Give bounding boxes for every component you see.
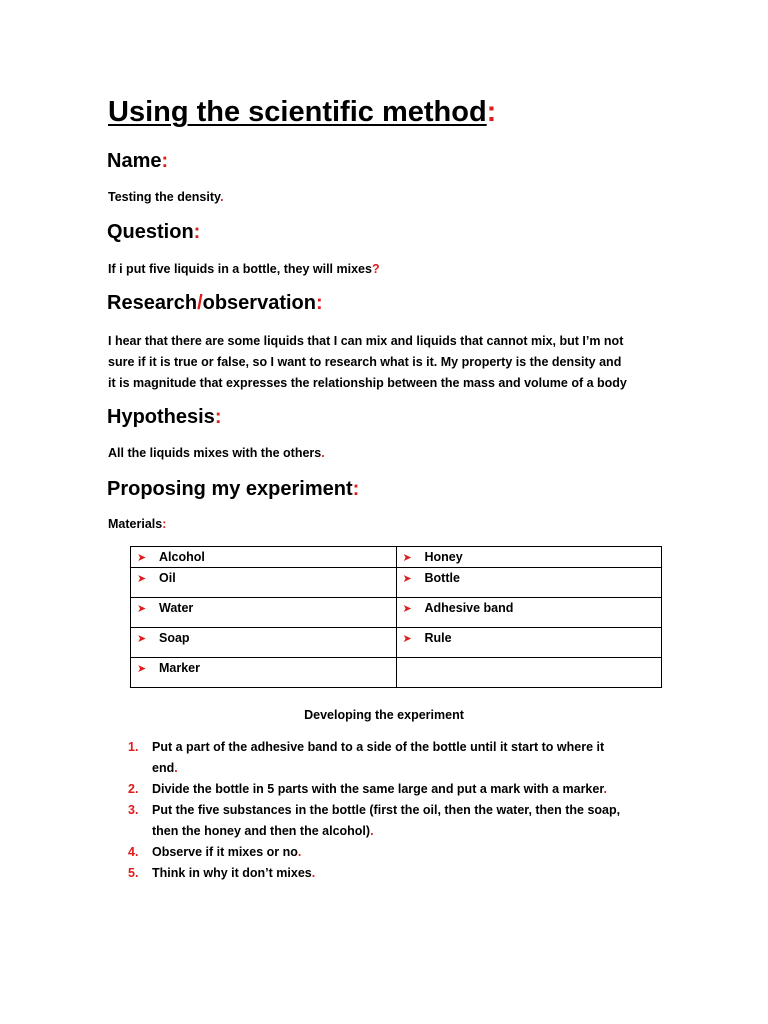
material-item: [403, 598, 662, 618]
step-number: 5.: [128, 866, 139, 880]
material-name: Bottle: [424, 571, 460, 585]
step-text: Observe if it mixes or no.: [152, 845, 302, 859]
step-end-punct: .: [370, 824, 374, 838]
materials-cell: [396, 547, 662, 568]
step-number: 2.: [128, 782, 139, 796]
developing-heading: Developing the experiment: [304, 708, 464, 722]
material-name: Oil: [159, 571, 176, 585]
materials-row: [131, 598, 662, 628]
step-end-punct: .: [174, 761, 178, 775]
materials-cell: [131, 598, 397, 628]
arrow-bullet-icon: ➤: [137, 663, 147, 675]
arrow-bullet-icon: ➤: [402, 552, 412, 564]
step-text: Think in why it don’t mixes.: [152, 866, 316, 880]
arrow-bullet-icon: ➤: [137, 552, 147, 564]
material-item: [137, 568, 396, 588]
materials-cell: [131, 628, 397, 658]
material-item: [403, 568, 662, 588]
steps-list: [128, 737, 648, 884]
material-item: [403, 628, 662, 648]
materials-cell: [131, 547, 397, 568]
research-heading: Research/observation:: [107, 292, 323, 314]
materials-cell: [396, 568, 662, 598]
research-line: it is magnitude that expresses the relationship between the mass and volume of a body: [108, 376, 627, 390]
step-text: then the honey and then the alcohol).: [152, 824, 374, 838]
materials-row: [131, 568, 662, 598]
research-paragraph: [108, 331, 668, 394]
arrow-bullet-icon: ➤: [137, 633, 147, 645]
materials-row: [131, 547, 662, 568]
step-number: 3.: [128, 803, 139, 817]
hypothesis-heading: Hypothesis:: [107, 406, 222, 428]
question-heading: Question:: [107, 221, 201, 243]
material-item: [137, 547, 396, 567]
material-name: Water: [159, 601, 194, 615]
step-item: [128, 863, 648, 884]
material-name: Rule: [424, 631, 452, 645]
material-item: [137, 658, 396, 678]
material-item: [137, 598, 396, 618]
step-text: Put the five substances in the bottle (first the oil, then the water, then the soap,: [152, 803, 621, 817]
proposing-heading: Proposing my experiment:: [107, 478, 360, 500]
step-number: 4.: [128, 845, 139, 859]
arrow-bullet-icon: ➤: [137, 603, 147, 615]
materials-cell: [396, 628, 662, 658]
arrow-bullet-icon: ➤: [402, 603, 412, 615]
research-line: sure if it is true or false, so I want to research what is it. My property is the density and: [108, 355, 622, 369]
name-value: Testing the density.: [108, 190, 224, 204]
step-number: 1.: [128, 740, 139, 754]
materials-table: [130, 546, 662, 688]
materials-row: [131, 658, 662, 688]
materials-cell: [396, 658, 662, 688]
step-end-punct: .: [311, 866, 316, 880]
materials-row: [131, 628, 662, 658]
step-item: [128, 779, 648, 800]
material-name: Alcohol: [159, 550, 205, 564]
step-item: [128, 842, 648, 863]
arrow-bullet-icon: ➤: [402, 573, 412, 585]
material-item: [403, 547, 662, 567]
material-name: Soap: [159, 631, 190, 645]
step-text: Divide the bottle in 5 parts with the same large and put a mark with a marker.: [152, 782, 607, 796]
step-text: Put a part of the adhesive band to a side of the bottle until it start to where it: [152, 740, 605, 754]
step-end-punct: .: [297, 845, 302, 859]
materials-label: Materials:: [108, 517, 167, 531]
step-end-punct: .: [603, 782, 607, 796]
hypothesis-value: All the liquids mixes with the others.: [108, 446, 325, 460]
research-line: I hear that there are some liquids that I can mix and liquids that cannot mix, but I’m not: [108, 334, 624, 348]
material-item: [137, 628, 396, 648]
materials-cell: [131, 658, 397, 688]
material-name: Marker: [159, 661, 200, 675]
step-item: [128, 737, 648, 779]
step-text: end.: [152, 761, 178, 775]
arrow-bullet-icon: ➤: [137, 573, 147, 585]
name-heading: Name:: [107, 150, 169, 172]
materials-cell: [131, 568, 397, 598]
document-title: Using the scientific method:: [108, 96, 497, 128]
materials-cell: [396, 598, 662, 628]
material-name: Honey: [424, 550, 463, 564]
step-item: [128, 800, 648, 842]
arrow-bullet-icon: ➤: [402, 633, 412, 645]
question-value: If i put five liquids in a bottle, they will mixes?: [108, 262, 380, 276]
material-name: Adhesive band: [424, 601, 514, 615]
